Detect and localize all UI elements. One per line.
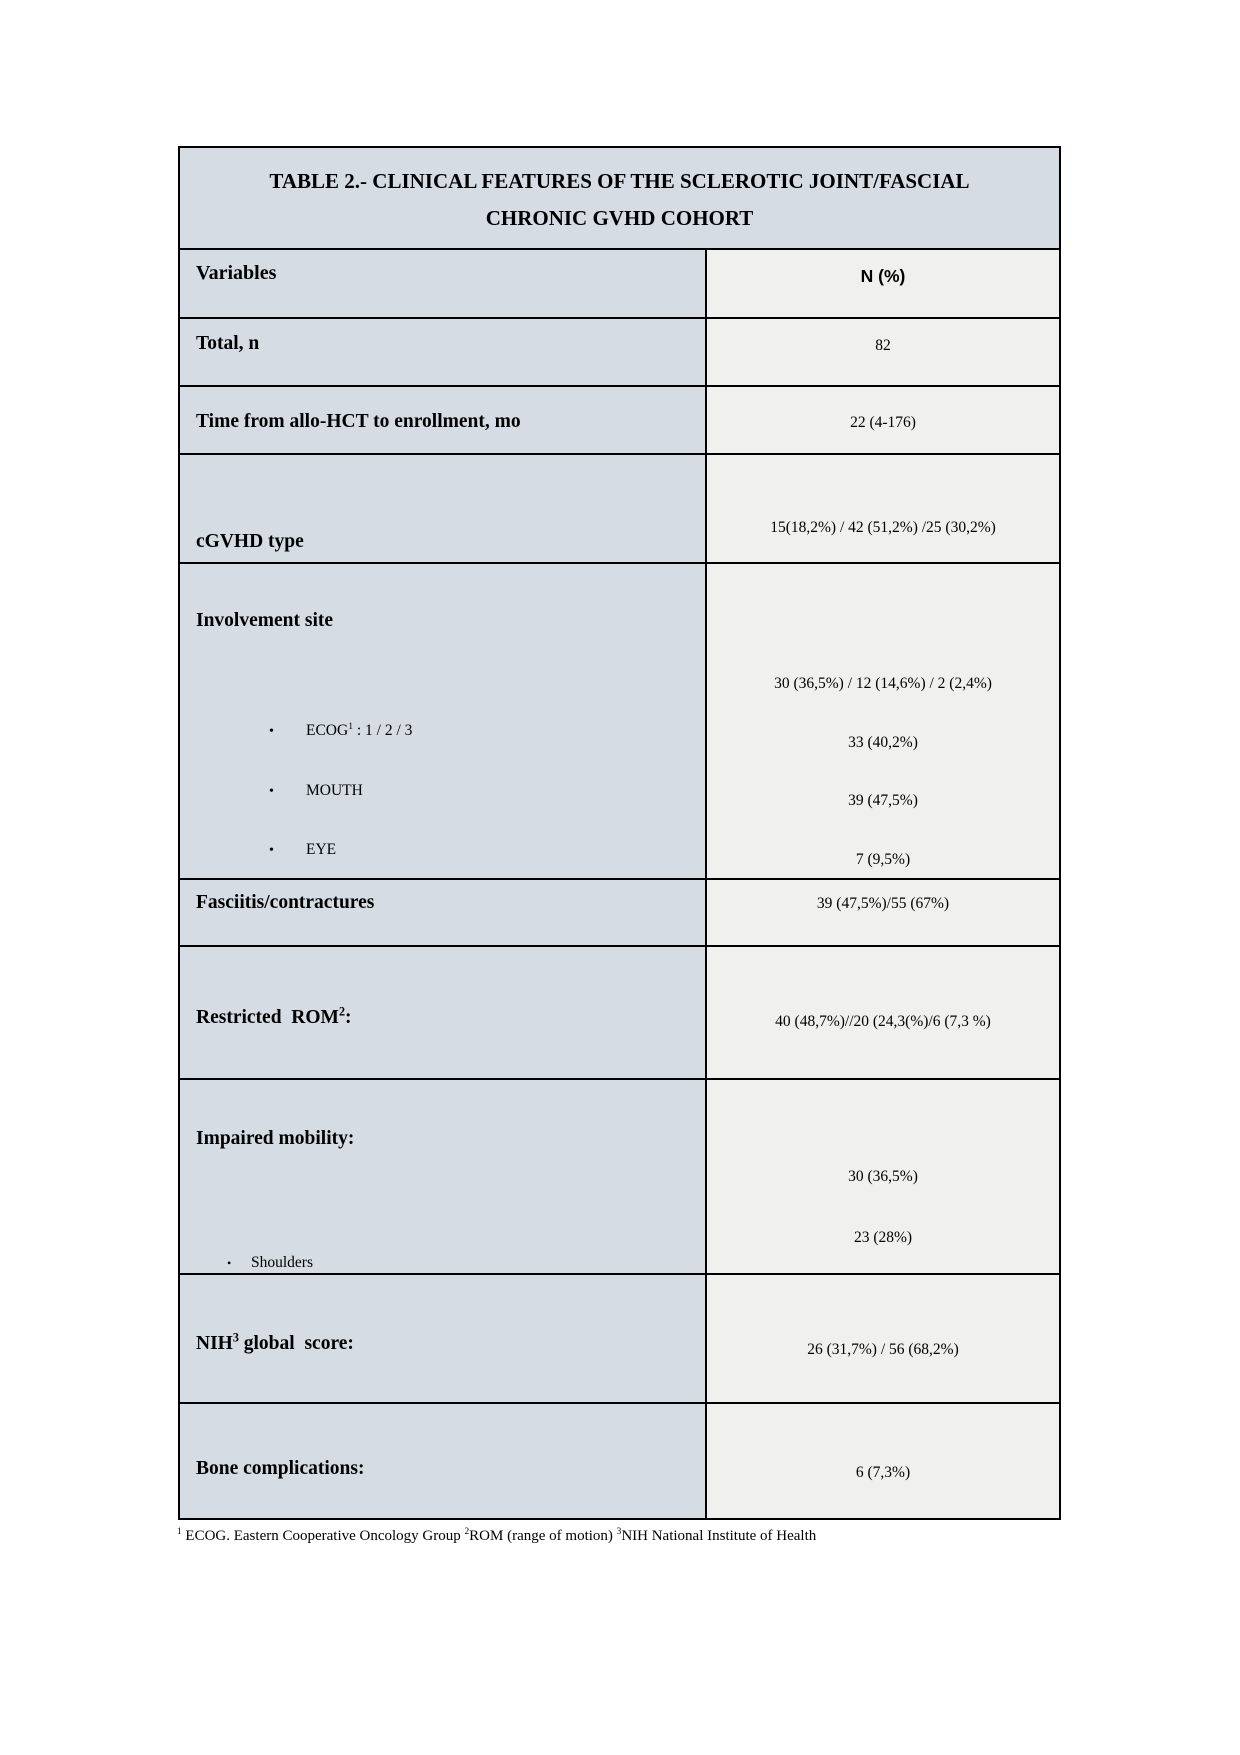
table-row-total bbox=[180, 317, 1059, 385]
footnote-text-nih: NIH National Institute of Health bbox=[621, 1528, 817, 1544]
row-value-time-from-hct: 22 (4-176) bbox=[707, 387, 1059, 453]
label-text: Restricted ROM bbox=[196, 1007, 339, 1028]
label-suffix: : bbox=[345, 1007, 352, 1028]
column-header-n-pct: N (%) bbox=[707, 250, 1059, 317]
value-line-ecog: 30 (36,5%) / 12 (14,6%) / 2 (2,4%) bbox=[774, 675, 992, 692]
column-header-variables: Variables bbox=[180, 250, 707, 317]
table-title bbox=[180, 148, 1059, 248]
row-value-cgvhd-type: 15(18,2%) / 42 (51,2%) /25 (30,2%) bbox=[707, 455, 1059, 562]
row-value-total: 82 bbox=[707, 319, 1059, 385]
bullet-item-eye bbox=[180, 839, 705, 863]
bullet-icon: • bbox=[269, 843, 274, 858]
bullet-item-shoulders bbox=[180, 1250, 705, 1273]
bullet-icon: • bbox=[227, 1256, 232, 1270]
table-header-row bbox=[180, 248, 1059, 317]
row-label-fasciitis: Fasciitis/contractures bbox=[180, 880, 707, 945]
bullet-label: Shoulders bbox=[251, 1254, 313, 1271]
footnote bbox=[177, 1528, 1097, 1545]
label-text: NIH bbox=[196, 1333, 233, 1354]
table-row-bone-complications bbox=[180, 1402, 1059, 1518]
footnote-superscript-3: 3 bbox=[616, 1527, 622, 1537]
footnote-superscript-2: 2 bbox=[464, 1527, 470, 1537]
table-row-involvement-site bbox=[180, 562, 1059, 878]
table-row-fasciitis bbox=[180, 878, 1059, 945]
row-value-fasciitis: 39 (47,5%)/55 (67%) bbox=[707, 880, 1059, 945]
table-title-line1: TABLE 2.- CLINICAL FEATURES OF THE SCLEROTIC JOINT/FASCIAL bbox=[269, 169, 970, 193]
row-label-nih-global-score bbox=[180, 1311, 705, 1355]
value-line-mouth: 33 (40,2%) bbox=[848, 733, 918, 751]
bullet-label: MOUTH bbox=[306, 781, 363, 799]
value-line-shoulders: 30 (36,5%) bbox=[848, 1168, 918, 1185]
involvement-values-main bbox=[707, 637, 1059, 878]
bullet-item-ecog bbox=[180, 720, 705, 744]
value-line-elbows: 23 (28%) bbox=[853, 1229, 913, 1246]
row-label-total: Total, n bbox=[180, 319, 707, 385]
table-row-nih-global-score bbox=[180, 1273, 1059, 1402]
superscript: 3 bbox=[232, 1330, 239, 1345]
row-value-bone-complications: 6 (7,3%) bbox=[707, 1404, 1059, 1518]
bullet-icon: • bbox=[269, 783, 274, 799]
involvement-bullet-list bbox=[180, 684, 705, 878]
footnote-text-ecog: ECOG. Eastern Cooperative Oncology Group bbox=[181, 1528, 465, 1544]
row-label-bone-complications: Bone complications: bbox=[196, 1458, 365, 1479]
bullet-label-suffix: : 1 / 2 / 3 bbox=[353, 722, 413, 739]
row-label-cgvhd-type: cGVHD type bbox=[196, 531, 304, 552]
table-row-impaired-mobility bbox=[180, 1078, 1059, 1273]
table-row-restricted-rom bbox=[180, 945, 1059, 1078]
label-suffix: global score: bbox=[238, 1333, 354, 1354]
bullet-label: EYE bbox=[306, 841, 337, 858]
row-label-impaired-mobility: Impaired mobility: bbox=[196, 1128, 355, 1149]
superscript: 1 bbox=[348, 720, 353, 732]
table-title-line2: CHRONIC GVHD COHORT bbox=[485, 206, 754, 230]
bullet-label: ECOG bbox=[306, 722, 349, 739]
row-value-restricted-rom: 40 (48,7%)//20 (24,3(%)/6 (7,3 %) bbox=[707, 947, 1059, 1078]
table-row-time-from-hct bbox=[180, 385, 1059, 453]
row-label-involvement-site: Involvement site bbox=[196, 610, 334, 631]
bullet-item-mouth bbox=[180, 780, 705, 804]
value-line-genital-tract: 7 (9,5%) bbox=[855, 850, 911, 868]
table-row-cgvhd-type bbox=[180, 453, 1059, 562]
superscript: 2 bbox=[338, 1004, 345, 1019]
row-value-nih-global-score: 26 (31,7%) / 56 (68,2%) bbox=[707, 1275, 1059, 1402]
clinical-features-table bbox=[178, 146, 1061, 1520]
footnote-superscript-1: 1 bbox=[177, 1527, 182, 1537]
row-label-restricted-rom bbox=[180, 983, 705, 1029]
bullet-icon: • bbox=[269, 724, 274, 739]
impaired-bullet-list bbox=[180, 1214, 705, 1273]
row-label-time-from-hct: Time from allo-HCT to enrollment, mo bbox=[180, 387, 707, 453]
footnote-text-rom: ROM (range of motion) bbox=[469, 1528, 617, 1544]
value-line-eye: 39 (47,5%) bbox=[848, 792, 918, 809]
